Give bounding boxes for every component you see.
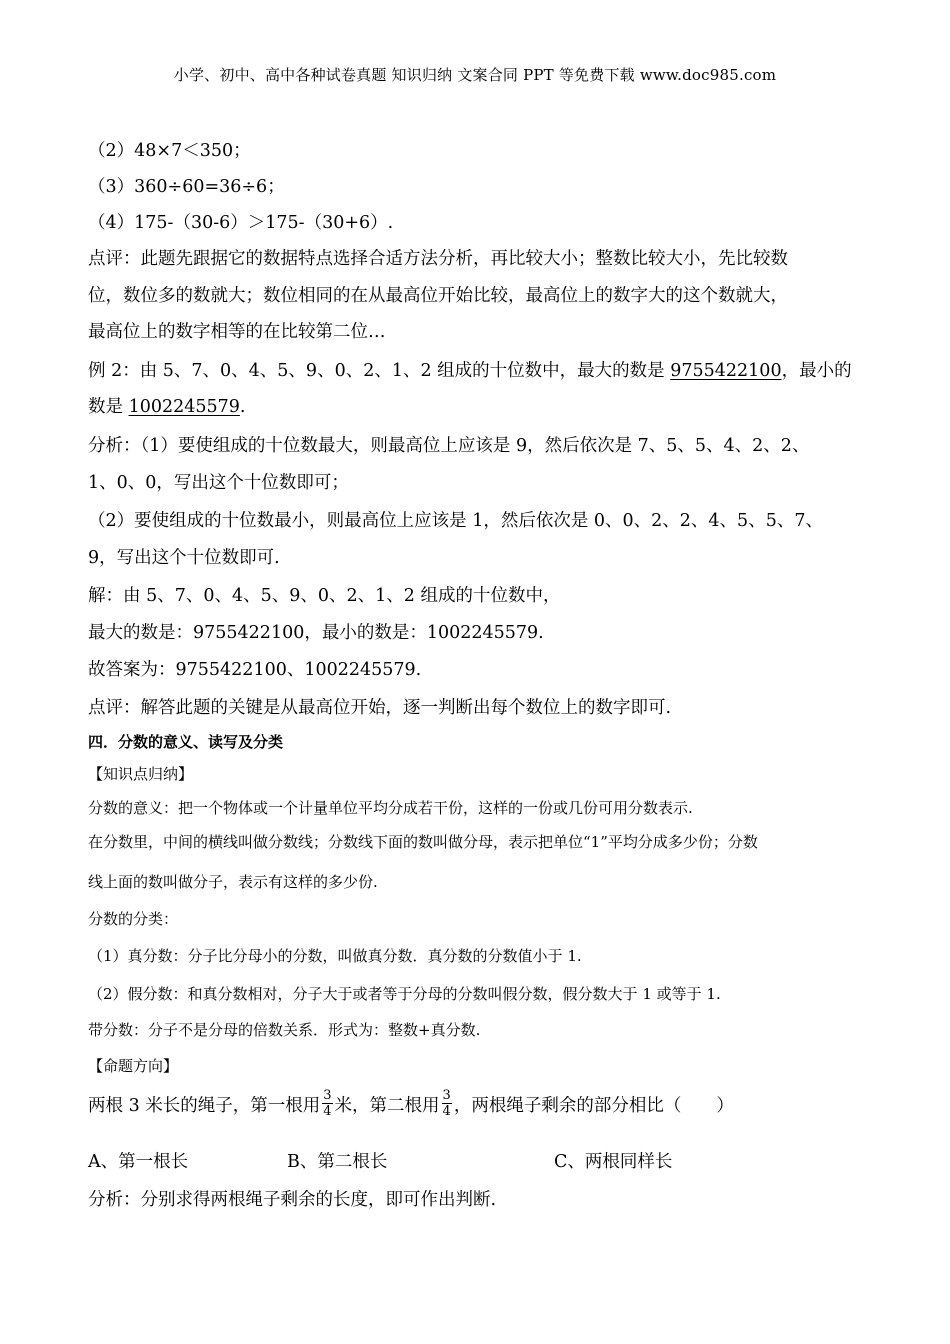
- text-line: 解：由 5、7、0、4、5、9、0、2、1、2 组成的十位数中，: [88, 586, 561, 606]
- text-line: 【命题方向】: [88, 1057, 179, 1075]
- text-line: 位，数位多的数就大；数位相同的在从最高位开始比较，最高位上的数字大的这个数就大，: [88, 286, 788, 306]
- text-span: ，两根绳子剩余的部分相比（ ）: [453, 1096, 734, 1116]
- text-line: 带分数：分子不是分母的倍数关系．形式为：整数+真分数.: [88, 1021, 481, 1039]
- fraction: [322, 1088, 332, 1119]
- fraction-denominator: 4: [442, 1104, 451, 1119]
- text-line: 线上面的数叫做分子，表示有这样的多少份.: [88, 873, 378, 891]
- option-a: A、第一根长: [88, 1152, 189, 1172]
- text-line: 1、0、0，写出这个十位数即可；: [88, 473, 349, 493]
- text-line: （4）175-（30-6）＞175-（30+6）.: [88, 213, 394, 233]
- answer-max: 9755422100: [670, 361, 782, 381]
- text-line: 点评：解答此题的关键是从最高位开始，逐一判断出每个数位上的数字即可.: [88, 698, 672, 718]
- text-line: 点评：此题先跟据它的数据特点选择合适方法分析，再比较大小；整数比较大小，先比较数: [88, 249, 788, 269]
- option-b: B、第二根长: [287, 1152, 388, 1172]
- text-line: （1）真分数：分子比分母小的分数，叫做真分数．真分数的分数值小于 1.: [88, 947, 582, 965]
- text-line: 分析：（1）要使组成的十位数最大，则最高位上应该是 9，然后依次是 7、5、5、4、2、2、: [88, 436, 810, 456]
- text-span: 两根 3 米长的绳子，第一根用: [88, 1096, 321, 1116]
- text-span: 例 2：由 5、7、0、4、5、9、0、2、1、2 组成的十位数中，最大的数是: [88, 361, 671, 381]
- text-line: 分数的分类：: [88, 910, 179, 928]
- text-line: 故答案为：9755422100、1002245579.: [88, 660, 422, 680]
- text-line: （2）要使组成的十位数最小，则最高位上应该是 1，然后依次是 0、0、2、2、4、5、5、7、: [88, 511, 823, 531]
- text-line: 分数的意义：把一个物体或一个计量单位平均分成若干份，这样的一份或几份可用分数表示.: [88, 799, 693, 817]
- text-line: 【知识点归纳】: [88, 765, 194, 783]
- question-line: [88, 1088, 734, 1122]
- text-line: 9，写出这个十位数即可.: [88, 548, 280, 568]
- text-line: 最大的数是：9755422100，最小的数是：1002245579.: [88, 623, 544, 643]
- option-c: C、两根同样长: [554, 1152, 673, 1172]
- text-line: 分析：分别求得两根绳子剩余的长度，即可作出判断.: [88, 1190, 497, 1210]
- section-heading: 四．分数的意义、读写及分类: [88, 733, 284, 751]
- fraction-numerator: 3: [442, 1088, 451, 1103]
- fraction-numerator: 3: [323, 1088, 332, 1103]
- text-span: 米，第二根用: [334, 1096, 440, 1116]
- fraction: [442, 1088, 452, 1119]
- text-line: 在分数里，中间的横线叫做分数线；分数线下面的数叫做分母，表示把单位“1”平均分成多少份；分数: [88, 833, 758, 851]
- page-header: 小学、初中、高中各种试卷真题 知识归纳 文案合同 PPT 等免费下载 www.doc985.com: [173, 66, 777, 84]
- text-span: 数是: [88, 397, 129, 417]
- text-line: （2）假分数：和真分数相对，分子大于或者等于分母的分数叫假分数，假分数大于 1 或等于 1.: [88, 985, 721, 1003]
- text-line: 最高位上的数字相等的在比较第二位…: [88, 322, 386, 342]
- text-span: .: [239, 397, 246, 417]
- answer-min: 1002245579: [128, 397, 240, 417]
- example-2-line: [88, 393, 246, 418]
- fraction-denominator: 4: [323, 1104, 332, 1119]
- text-span: ，最小的: [781, 361, 852, 381]
- text-line: （2）48×7＜350；: [88, 141, 251, 161]
- example-2-line: [88, 357, 852, 382]
- text-line: （3）360÷60=36÷6；: [88, 177, 285, 197]
